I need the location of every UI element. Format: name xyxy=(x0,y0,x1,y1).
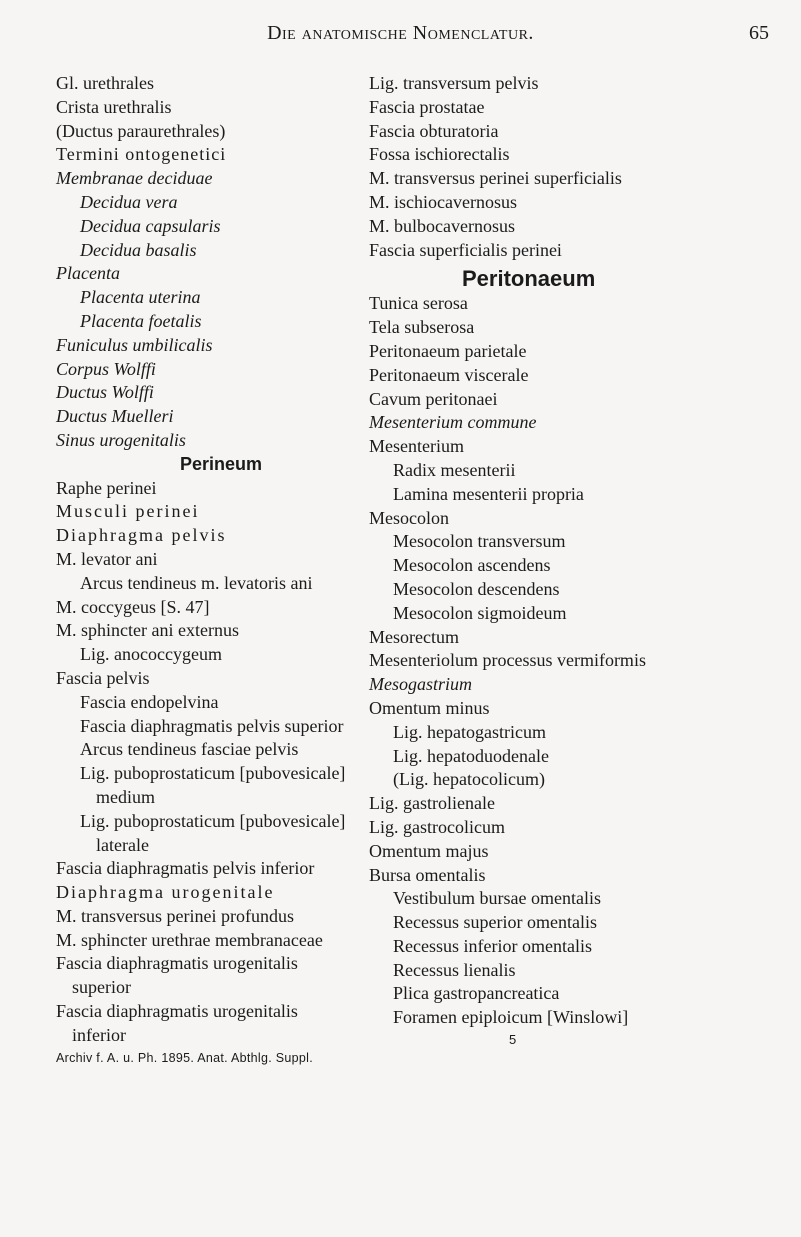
page-number: 65 xyxy=(749,22,769,44)
term-line: M. bulbocavernosus xyxy=(369,215,515,236)
term-line: Plica gastropancreatica xyxy=(393,983,560,1004)
term-line: Lig. puboprostaticum [pubovesicale] xyxy=(80,810,346,831)
term-line: Fascia prostatae xyxy=(369,96,485,117)
term-line: Mesenterium commune xyxy=(369,412,537,433)
term-line: Fascia pelvis xyxy=(56,667,150,688)
term-line: Lig. hepatoduodenale xyxy=(393,745,549,766)
term-line: M. sphincter ani externus xyxy=(56,620,239,641)
term-line: Funiculus umbilicalis xyxy=(56,334,213,355)
term-line: M. ischiocavernosus xyxy=(369,191,517,212)
term-line: Lig. transversum pelvis xyxy=(369,73,539,93)
term-line: Fascia diaphragmatis pelvis inferior xyxy=(56,858,315,879)
term-line: Fascia endopelvina xyxy=(80,691,219,712)
term-line: Recessus superior omentalis xyxy=(393,912,597,933)
term-line: Fascia obturatoria xyxy=(369,120,499,141)
signature-mark: 5 xyxy=(509,1032,517,1048)
section-heading-peritonaeum: Peritonaeum xyxy=(462,266,596,292)
term-line: Fascia diaphragmatis urogenitalis xyxy=(56,953,298,974)
term-line: Arcus tendineus fasciae pelvis xyxy=(80,739,299,760)
term-line: Mesorectum xyxy=(369,626,459,647)
term-line: Mesocolon xyxy=(369,507,449,528)
term-line: Mesenterium xyxy=(369,436,464,457)
term-line: Mesocolon sigmoideum xyxy=(393,602,567,623)
term-line: Tela subserosa xyxy=(369,317,475,338)
term-line: Foramen epiploicum [Winslowi] xyxy=(393,1007,629,1028)
term-line: Recessus inferior omentalis xyxy=(393,935,592,956)
footer-citation: Archiv f. A. u. Ph. 1895. Anat. Abthlg. Suppl. xyxy=(56,1050,314,1065)
term-line: Peritonaeum viscerale xyxy=(369,364,529,385)
term-line: Ductus Wolffi xyxy=(56,382,154,403)
running-title: Die anatomische Nomenclatur. xyxy=(267,22,534,44)
term-line: M. transversus perinei superficialis xyxy=(369,168,622,189)
term-line: Bursa omentalis xyxy=(369,864,486,885)
term-line: M. transversus perinei profundus xyxy=(56,905,294,926)
term-line: M. sphincter urethrae membranaceae xyxy=(56,929,323,950)
term-line: Fascia diaphragmatis pelvis superior xyxy=(80,715,344,736)
term-line: (Ductus paraurethrales) xyxy=(56,120,226,141)
term-line: Decidua basalis xyxy=(80,239,197,260)
term-line: Diaphragma urogenitale xyxy=(56,882,275,903)
term-line: Sinus urogenitalis xyxy=(56,429,186,450)
section-heading-perineum: Perineum xyxy=(179,453,263,474)
term-line: Decidua vera xyxy=(80,191,178,212)
term-line: inferior xyxy=(72,1024,126,1045)
term-line: Mesocolon transversum xyxy=(393,531,566,552)
term-line: Cavum peritonaei xyxy=(369,388,498,409)
term-line: Lig. anococcygeum xyxy=(80,644,222,665)
term-line: Omentum majus xyxy=(369,840,489,861)
term-line: Radix mesenterii xyxy=(393,459,516,480)
term-line: Diaphragma pelvis xyxy=(56,525,227,546)
term-line: Ductus Muelleri xyxy=(56,406,174,427)
term-line: Membranae deciduae xyxy=(56,168,213,189)
term-line: Placenta foetalis xyxy=(80,310,202,331)
term-line: Decidua capsularis xyxy=(80,215,221,236)
term-line: Mesocolon ascendens xyxy=(393,555,551,576)
term-line: Placenta xyxy=(56,263,120,284)
term-line: Lig. puboprostaticum [pubovesicale] xyxy=(80,763,346,784)
term-line: Lig. hepatogastricum xyxy=(393,721,546,742)
term-line: Mesocolon descendens xyxy=(393,578,560,599)
term-line: M. levator ani xyxy=(56,548,158,569)
term-line: Raphe perinei xyxy=(56,477,157,498)
term-line: superior xyxy=(72,977,131,998)
term-line: Corpus Wolffi xyxy=(56,358,156,379)
term-line: Mesogastrium xyxy=(369,674,472,695)
term-line: Musculi perinei xyxy=(56,501,200,522)
term-line: Lig. gastrolienale xyxy=(369,793,495,814)
term-line: Lig. gastrocolicum xyxy=(369,816,505,837)
term-line: laterale xyxy=(96,834,149,855)
term-line: Gl. urethrales xyxy=(56,73,154,93)
term-line: M. coccygeus [S. 47] xyxy=(56,596,210,617)
term-line: Omentum minus xyxy=(369,697,490,718)
right-column xyxy=(369,72,779,1050)
page-header xyxy=(0,22,801,52)
term-line: Peritonaeum parietale xyxy=(369,340,527,361)
term-line: (Lig. hepatocolicum) xyxy=(393,769,545,790)
term-line: Recessus lienalis xyxy=(393,959,516,980)
term-line: Placenta uterina xyxy=(80,287,201,308)
term-line: Vestibulum bursae omentalis xyxy=(393,888,601,909)
left-column xyxy=(56,72,386,1068)
term-line: Mesenteriolum processus vermiformis xyxy=(369,650,646,671)
term-line: medium xyxy=(96,786,155,807)
term-line: Fascia superficialis perinei xyxy=(369,239,562,260)
term-line: Crista urethralis xyxy=(56,96,172,117)
term-line: Fascia diaphragmatis urogenitalis xyxy=(56,1001,298,1022)
term-line: Tunica serosa xyxy=(369,293,468,314)
term-line: Lamina mesenterii propria xyxy=(393,483,584,504)
term-line: Fossa ischiorectalis xyxy=(369,144,510,165)
term-line: Arcus tendineus m. levatoris ani xyxy=(80,572,313,593)
term-line: Termini ontogenetici xyxy=(56,144,227,165)
